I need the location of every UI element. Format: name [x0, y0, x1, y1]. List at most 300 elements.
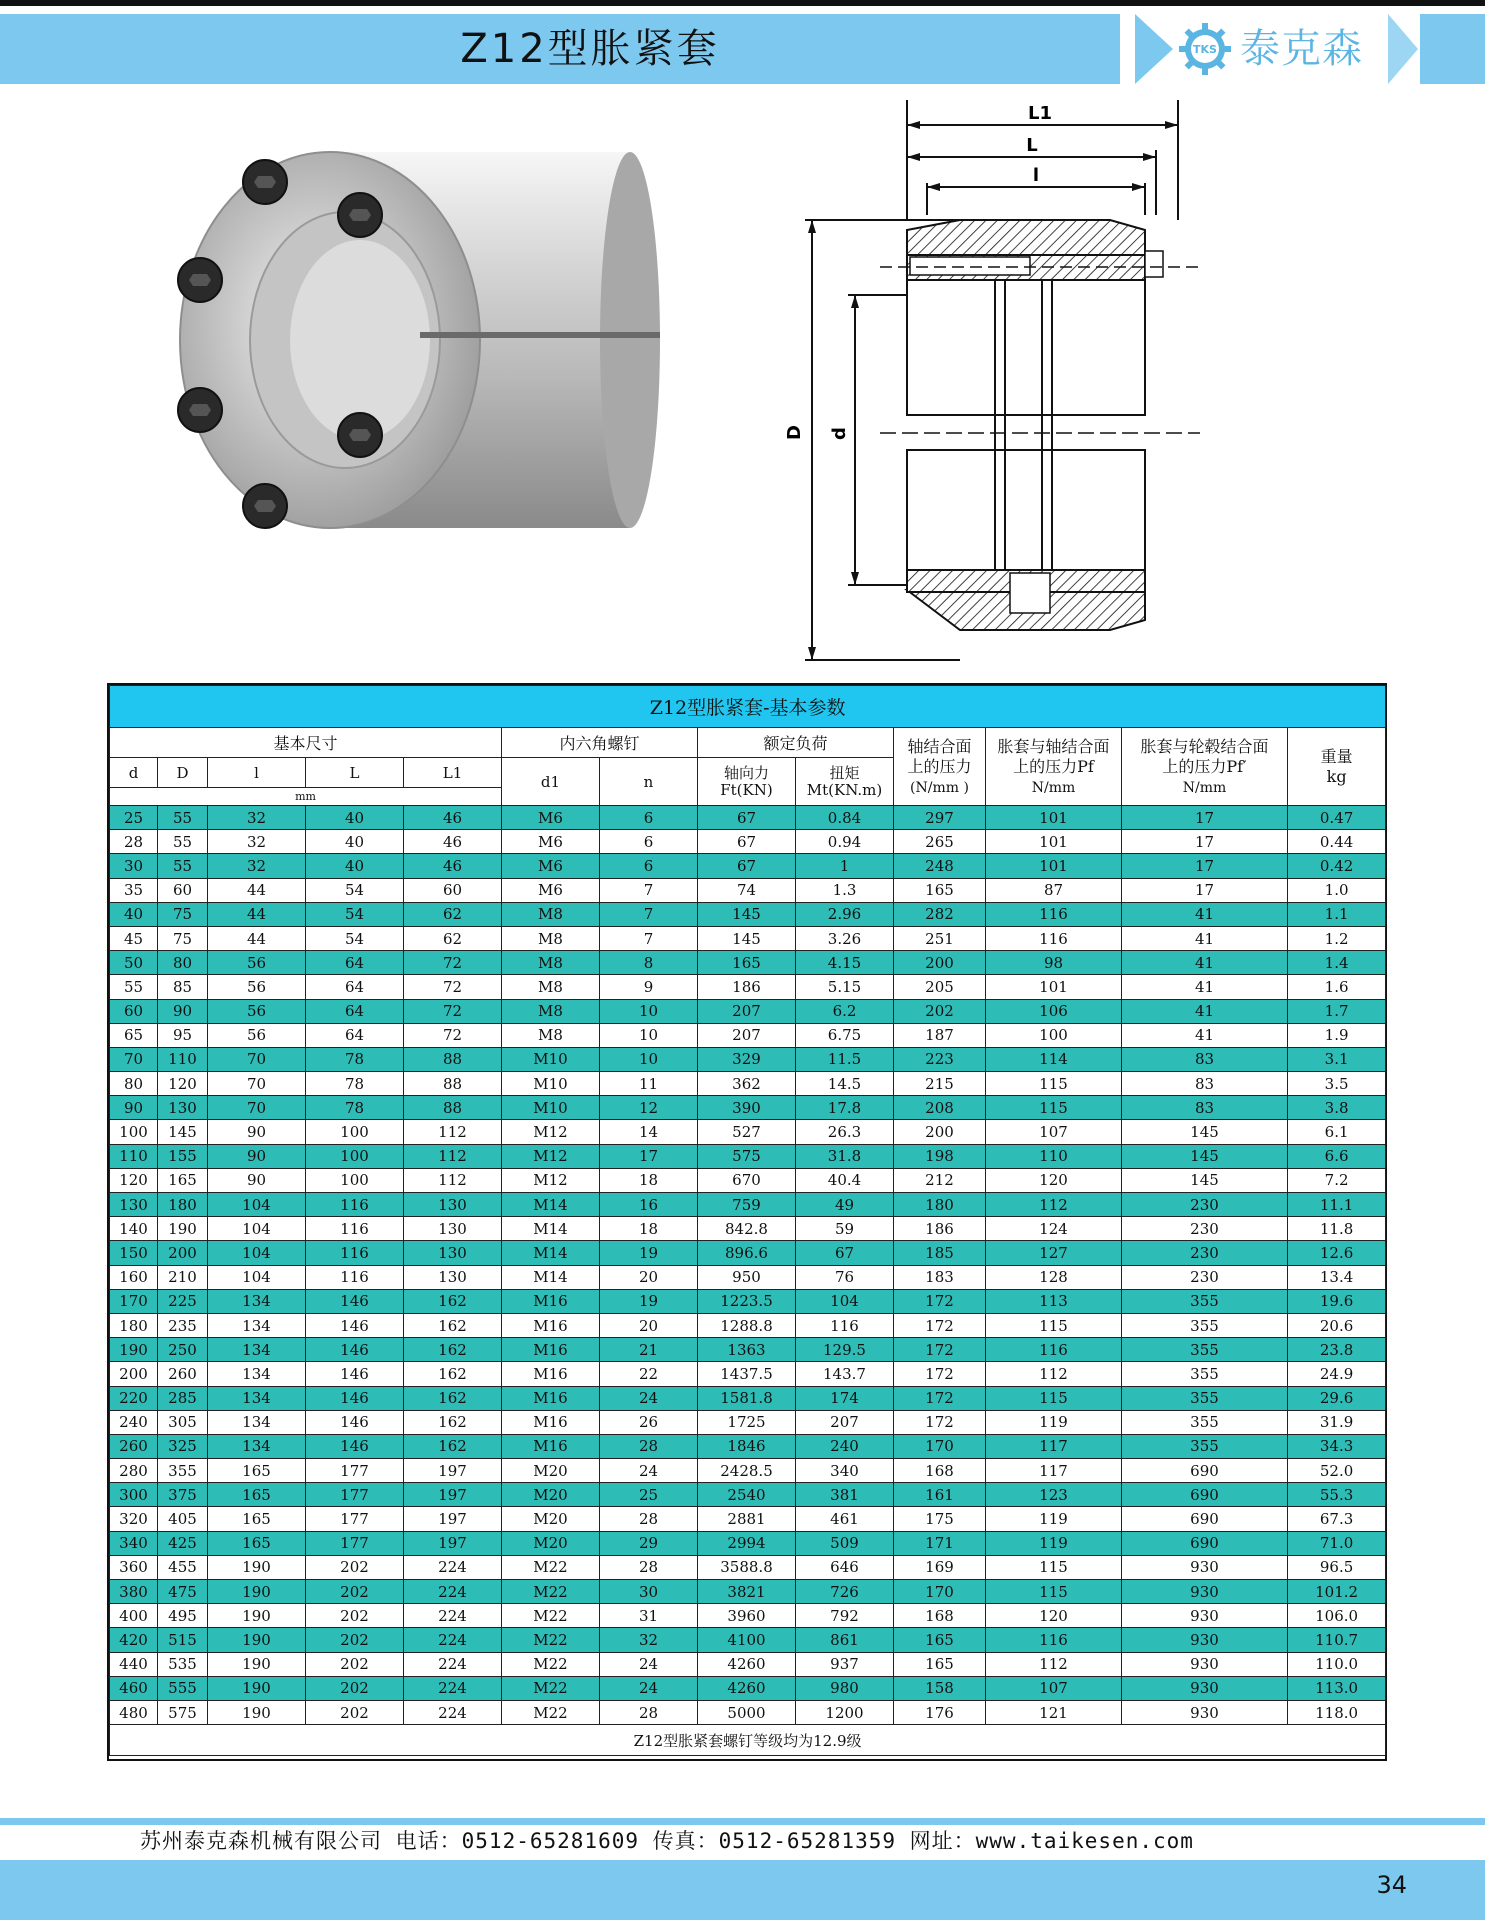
table-cell: 250 — [158, 1338, 208, 1362]
table-cell: 88 — [404, 1047, 502, 1071]
table-cell: 110 — [110, 1144, 158, 1168]
table-cell: 190 — [208, 1628, 306, 1652]
table-cell: 28 — [600, 1434, 698, 1458]
table-row — [110, 1265, 1386, 1289]
table-cell: 130 — [158, 1096, 208, 1120]
table-cell: 930 — [1122, 1555, 1288, 1579]
table-cell: 230 — [1122, 1265, 1288, 1289]
table-cell: 120 — [110, 1168, 158, 1192]
table-cell: 123 — [986, 1483, 1122, 1507]
dim-label-l-upper: L — [1026, 135, 1038, 156]
table-cell: 170 — [110, 1289, 158, 1313]
table-note: Z12型胀紧套螺钉等级均为12.9级 — [110, 1725, 1386, 1756]
table-cell: 40.4 — [796, 1168, 894, 1192]
table-cell: 300 — [110, 1483, 158, 1507]
table-cell: 31 — [600, 1604, 698, 1628]
unit-mm: mm — [110, 788, 502, 806]
table-cell: 6 — [600, 854, 698, 878]
table-cell: M20 — [502, 1531, 600, 1555]
table-cell: 176 — [894, 1700, 986, 1724]
table-cell: 1.3 — [796, 878, 894, 902]
table-cell: 29 — [600, 1531, 698, 1555]
table-cell: 1.0 — [1288, 878, 1386, 902]
table-cell: 71.0 — [1288, 1531, 1386, 1555]
table-cell: 162 — [404, 1410, 502, 1434]
table-cell: 670 — [698, 1168, 796, 1192]
table-cell: 186 — [698, 975, 796, 999]
table-cell: 35 — [110, 878, 158, 902]
table-cell: 104 — [208, 1265, 306, 1289]
chevron-right-shape — [1388, 14, 1418, 84]
table-cell: 509 — [796, 1531, 894, 1555]
table-cell: 85 — [158, 975, 208, 999]
table-cell: 117 — [986, 1434, 1122, 1458]
table-cell: 74 — [698, 878, 796, 902]
table-cell: 208 — [894, 1096, 986, 1120]
table-cell: 80 — [158, 951, 208, 975]
table-row — [110, 1193, 1386, 1217]
group-rated-load: 额定负荷 — [698, 728, 894, 758]
table-cell: 118.0 — [1288, 1700, 1386, 1724]
table-row — [110, 1386, 1386, 1410]
table-row — [110, 926, 1386, 950]
table-cell: M16 — [502, 1289, 600, 1313]
table-cell: 183 — [894, 1265, 986, 1289]
table-cell: 64 — [306, 951, 404, 975]
table-cell: 285 — [158, 1386, 208, 1410]
table-cell: 224 — [404, 1652, 502, 1676]
table-cell: 55 — [158, 806, 208, 830]
table-cell: 3.26 — [796, 926, 894, 950]
table-cell: 197 — [404, 1531, 502, 1555]
table-cell: 6 — [600, 806, 698, 830]
table-cell: 937 — [796, 1652, 894, 1676]
table-cell: 119 — [986, 1507, 1122, 1531]
table-cell: 100 — [306, 1120, 404, 1144]
table-cell: 116 — [986, 902, 1122, 926]
table-cell: 145 — [158, 1120, 208, 1144]
table-cell: 104 — [208, 1241, 306, 1265]
table-cell: 180 — [894, 1193, 986, 1217]
table-cell: 150 — [110, 1241, 158, 1265]
table-cell: 13.4 — [1288, 1265, 1386, 1289]
cross-section-drawing — [760, 95, 1230, 670]
table-cell: 119 — [986, 1531, 1122, 1555]
table-cell: 190 — [208, 1652, 306, 1676]
table-cell: 67 — [698, 806, 796, 830]
group-basic-dimensions: 基本尺寸 — [110, 728, 502, 758]
table-cell: 75 — [158, 926, 208, 950]
table-row — [110, 1531, 1386, 1555]
table-cell: 20.6 — [1288, 1313, 1386, 1337]
table-cell: 95 — [158, 1023, 208, 1047]
table-cell: M12 — [502, 1144, 600, 1168]
page-title: Z12型胀紧套 — [460, 26, 720, 72]
table-row — [110, 806, 1386, 830]
table-cell: 124 — [986, 1217, 1122, 1241]
table-cell: 2994 — [698, 1531, 796, 1555]
table-cell: M22 — [502, 1652, 600, 1676]
table-cell: 0.42 — [1288, 854, 1386, 878]
col-L1: L1 — [404, 758, 502, 788]
table-row — [110, 1362, 1386, 1386]
table-cell: 896.6 — [698, 1241, 796, 1265]
table-cell: 475 — [158, 1580, 208, 1604]
table-cell: 59 — [796, 1217, 894, 1241]
table-cell: 162 — [404, 1362, 502, 1386]
table-cell: 461 — [796, 1507, 894, 1531]
table-cell: M16 — [502, 1434, 600, 1458]
table-cell: 130 — [404, 1265, 502, 1289]
dim-label-l1: L1 — [1028, 103, 1052, 124]
table-cell: M14 — [502, 1217, 600, 1241]
table-cell: 390 — [698, 1096, 796, 1120]
table-cell: 21 — [600, 1338, 698, 1362]
table-cell: 14.5 — [796, 1072, 894, 1096]
table-cell: 200 — [158, 1241, 208, 1265]
table-cell: 96.5 — [1288, 1555, 1386, 1579]
table-row — [110, 1628, 1386, 1652]
table-cell: 41 — [1122, 1023, 1288, 1047]
table-cell: 861 — [796, 1628, 894, 1652]
table-cell: 1 — [796, 854, 894, 878]
parameter-table — [107, 683, 1387, 1761]
table-cell: 128 — [986, 1265, 1122, 1289]
table-cell: 67.3 — [1288, 1507, 1386, 1531]
company-contact: 苏州泰克森机械有限公司 电话：0512-65281609 传真：0512-65281359 网址：www.taikesen.com — [140, 1829, 1194, 1853]
table-cell: 70 — [110, 1047, 158, 1071]
table-cell: 340 — [110, 1531, 158, 1555]
table-cell: 575 — [698, 1144, 796, 1168]
table-cell: 646 — [796, 1555, 894, 1579]
table-cell: 4260 — [698, 1676, 796, 1700]
dim-label-outer-diameter: D — [784, 425, 805, 440]
table-cell: 225 — [158, 1289, 208, 1313]
table-cell: 116 — [796, 1313, 894, 1337]
table-cell: 170 — [894, 1580, 986, 1604]
table-cell: 174 — [796, 1386, 894, 1410]
table-cell: 116 — [986, 926, 1122, 950]
table-cell: 101 — [986, 975, 1122, 999]
footer-rule — [0, 1818, 1485, 1825]
table-cell: 224 — [404, 1555, 502, 1579]
table-cell: 115 — [986, 1096, 1122, 1120]
table-cell: 1725 — [698, 1410, 796, 1434]
table-cell: 165 — [208, 1507, 306, 1531]
table-cell: 205 — [894, 975, 986, 999]
table-cell: 185 — [894, 1241, 986, 1265]
table-cell: 88 — [404, 1072, 502, 1096]
table-cell: 26.3 — [796, 1120, 894, 1144]
col-shaft-contact-pressure: 胀套与轴结合面 上的压力Pf N/mm — [986, 728, 1122, 806]
col-l: l — [208, 758, 306, 788]
table-cell: 4260 — [698, 1652, 796, 1676]
table-cell: 0.84 — [796, 806, 894, 830]
table-cell: 11.1 — [1288, 1193, 1386, 1217]
table-cell: 480 — [110, 1700, 158, 1724]
table-row — [110, 1459, 1386, 1483]
table-cell: 1.9 — [1288, 1023, 1386, 1047]
table-cell: 6 — [600, 830, 698, 854]
table-cell: 4100 — [698, 1628, 796, 1652]
table-row — [110, 878, 1386, 902]
table-cell: 1.7 — [1288, 999, 1386, 1023]
table-cell: 22 — [600, 1362, 698, 1386]
table-cell: 113 — [986, 1289, 1122, 1313]
table-cell: 224 — [404, 1700, 502, 1724]
table-cell: 158 — [894, 1676, 986, 1700]
table-cell: 190 — [158, 1217, 208, 1241]
table-cell: 759 — [698, 1193, 796, 1217]
table-cell: 24 — [600, 1676, 698, 1700]
table-cell: 90 — [208, 1144, 306, 1168]
table-cell: 0.47 — [1288, 806, 1386, 830]
table-cell: 0.44 — [1288, 830, 1386, 854]
table-cell: 7 — [600, 878, 698, 902]
logo-text: 泰克森 — [1240, 26, 1363, 72]
table-cell: 17 — [600, 1144, 698, 1168]
table-cell: 72 — [404, 951, 502, 975]
table-cell: 80 — [110, 1072, 158, 1096]
table-cell: 112 — [404, 1168, 502, 1192]
table-row — [110, 854, 1386, 878]
table-cell: 60 — [110, 999, 158, 1023]
table-cell: 280 — [110, 1459, 158, 1483]
table-cell: 32 — [208, 854, 306, 878]
table-cell: 165 — [158, 1168, 208, 1192]
table-cell: 14 — [600, 1120, 698, 1144]
table-cell: 155 — [158, 1144, 208, 1168]
table-cell: 355 — [1122, 1289, 1288, 1313]
table-cell: 56 — [208, 951, 306, 975]
col-hub-contact-pressure: 胀套与轮毂结合面 上的压力Pf′ N/mm — [1122, 728, 1288, 806]
table-cell: 17 — [1122, 854, 1288, 878]
table-cell: 129.5 — [796, 1338, 894, 1362]
table-cell: 230 — [1122, 1193, 1288, 1217]
table-cell: M22 — [502, 1628, 600, 1652]
table-cell: 420 — [110, 1628, 158, 1652]
table-cell: 115 — [986, 1072, 1122, 1096]
table-cell: 41 — [1122, 926, 1288, 950]
table-cell: 842.8 — [698, 1217, 796, 1241]
table-cell: 202 — [306, 1652, 404, 1676]
table-cell: 64 — [306, 999, 404, 1023]
table-cell: 70 — [208, 1096, 306, 1120]
table-cell: 190 — [110, 1338, 158, 1362]
table-cell: 360 — [110, 1555, 158, 1579]
table-cell: 134 — [208, 1338, 306, 1362]
table-row — [110, 1652, 1386, 1676]
table-cell: M10 — [502, 1072, 600, 1096]
table-cell: 325 — [158, 1434, 208, 1458]
table-cell: 46 — [404, 854, 502, 878]
table-cell: 83 — [1122, 1096, 1288, 1120]
table-row — [110, 975, 1386, 999]
table-cell: 78 — [306, 1096, 404, 1120]
table-cell: 29.6 — [1288, 1386, 1386, 1410]
table-cell: 134 — [208, 1386, 306, 1410]
table-cell: 6.6 — [1288, 1144, 1386, 1168]
table-cell: 202 — [306, 1555, 404, 1579]
table-cell: 160 — [110, 1265, 158, 1289]
table-cell: 355 — [1122, 1434, 1288, 1458]
table-cell: 555 — [158, 1676, 208, 1700]
table-cell: 930 — [1122, 1604, 1288, 1628]
product-illustration — [170, 130, 690, 550]
table-cell: 114 — [986, 1047, 1122, 1071]
table-row — [110, 1313, 1386, 1337]
table-cell: 202 — [306, 1628, 404, 1652]
table-cell: 200 — [894, 951, 986, 975]
table-cell: 190 — [208, 1676, 306, 1700]
table-cell: 207 — [698, 1023, 796, 1047]
table-cell: 112 — [404, 1144, 502, 1168]
table-cell: M22 — [502, 1604, 600, 1628]
table-cell: 134 — [208, 1410, 306, 1434]
table-cell: 190 — [208, 1555, 306, 1579]
table-cell: 18 — [600, 1217, 698, 1241]
table-cell: 115 — [986, 1580, 1122, 1604]
table-cell: 107 — [986, 1676, 1122, 1700]
table-cell: 3588.8 — [698, 1555, 796, 1579]
col-d1: d1 — [502, 758, 600, 806]
table-cell: 145 — [698, 902, 796, 926]
table-cell: 5.15 — [796, 975, 894, 999]
table-cell: M22 — [502, 1700, 600, 1724]
table-row — [110, 1676, 1386, 1700]
table-cell: 106.0 — [1288, 1604, 1386, 1628]
table-cell: M8 — [502, 926, 600, 950]
table-cell: 1288.8 — [698, 1313, 796, 1337]
table-row — [110, 1289, 1386, 1313]
table-cell: 6.2 — [796, 999, 894, 1023]
table-cell: 65 — [110, 1023, 158, 1047]
table-cell: 64 — [306, 1023, 404, 1047]
table-cell: 9 — [600, 975, 698, 999]
table-cell: 19 — [600, 1289, 698, 1313]
table-cell: 177 — [306, 1459, 404, 1483]
table-cell: 690 — [1122, 1531, 1288, 1555]
table-cell: 210 — [158, 1265, 208, 1289]
table-cell: 101.2 — [1288, 1580, 1386, 1604]
table-cell: 17 — [1122, 878, 1288, 902]
table-cell: 1.2 — [1288, 926, 1386, 950]
table-cell: 165 — [894, 1628, 986, 1652]
table-row — [110, 1144, 1386, 1168]
table-cell: 70 — [208, 1072, 306, 1096]
table-cell: 187 — [894, 1023, 986, 1047]
table-cell: 115 — [986, 1313, 1122, 1337]
table-cell: 110.0 — [1288, 1652, 1386, 1676]
table-cell: 41 — [1122, 951, 1288, 975]
table-cell: M8 — [502, 951, 600, 975]
table-cell: 28 — [600, 1507, 698, 1531]
group-screw: 内六角螺钉 — [502, 728, 698, 758]
table-cell: 87 — [986, 878, 1122, 902]
table-cell: 3.5 — [1288, 1072, 1386, 1096]
table-cell: 251 — [894, 926, 986, 950]
col-torque: 扭矩 Mt(KN.m) — [796, 758, 894, 806]
table-cell: M12 — [502, 1168, 600, 1192]
table-cell: 70 — [208, 1047, 306, 1071]
table-cell: 355 — [1122, 1362, 1288, 1386]
table-cell: 162 — [404, 1434, 502, 1458]
table-cell: 200 — [110, 1362, 158, 1386]
table-cell: 28 — [110, 830, 158, 854]
table-cell: 175 — [894, 1507, 986, 1531]
table-cell: 177 — [306, 1531, 404, 1555]
table-cell: 54 — [306, 878, 404, 902]
table-cell: 165 — [208, 1459, 306, 1483]
table-cell: 19 — [600, 1241, 698, 1265]
table-cell: 355 — [1122, 1386, 1288, 1410]
table-cell: M12 — [502, 1120, 600, 1144]
table-row — [110, 1047, 1386, 1071]
table-cell: 145 — [1122, 1168, 1288, 1192]
table-cell: 355 — [158, 1459, 208, 1483]
table-cell: 40 — [110, 902, 158, 926]
table-cell: 145 — [1122, 1144, 1288, 1168]
table-cell: 18 — [600, 1168, 698, 1192]
table-cell: 115 — [986, 1555, 1122, 1579]
table-cell: M6 — [502, 854, 600, 878]
table-cell: 104 — [796, 1289, 894, 1313]
table-cell: 260 — [110, 1434, 158, 1458]
table-cell: 55 — [158, 830, 208, 854]
table-cell: 100 — [986, 1023, 1122, 1047]
table-cell: 260 — [158, 1362, 208, 1386]
table-cell: 440 — [110, 1652, 158, 1676]
table-cell: 165 — [208, 1483, 306, 1507]
table-cell: 930 — [1122, 1652, 1288, 1676]
table-cell: 7 — [600, 926, 698, 950]
table-cell: 41 — [1122, 975, 1288, 999]
table-row — [110, 1434, 1386, 1458]
table-cell: 72 — [404, 1023, 502, 1047]
table-cell: 224 — [404, 1580, 502, 1604]
dim-label-l-lower: l — [1032, 165, 1040, 186]
table-cell: 134 — [208, 1313, 306, 1337]
table-cell: 224 — [404, 1604, 502, 1628]
table-cell: 7 — [600, 902, 698, 926]
table-cell: 5000 — [698, 1700, 796, 1724]
table-cell: 56 — [208, 999, 306, 1023]
table-cell: 44 — [208, 926, 306, 950]
table-cell: 116 — [306, 1193, 404, 1217]
table-cell: 180 — [158, 1193, 208, 1217]
table-cell: 1581.8 — [698, 1386, 796, 1410]
table-cell: 170 — [894, 1434, 986, 1458]
table-cell: 197 — [404, 1483, 502, 1507]
table-row — [110, 1096, 1386, 1120]
table-cell: 28 — [600, 1555, 698, 1579]
table-cell: 146 — [306, 1434, 404, 1458]
table-row — [110, 1483, 1386, 1507]
table-cell: 31.8 — [796, 1144, 894, 1168]
table-cell: 100 — [306, 1144, 404, 1168]
table-cell: 202 — [306, 1676, 404, 1700]
table-cell: 130 — [404, 1241, 502, 1265]
table-cell: 107 — [986, 1120, 1122, 1144]
table-cell: M20 — [502, 1459, 600, 1483]
table-cell: M6 — [502, 806, 600, 830]
dim-label-bore-diameter: d — [829, 427, 850, 440]
table-cell: 104 — [208, 1193, 306, 1217]
table-cell: 10 — [600, 1023, 698, 1047]
table-cell: 1.1 — [1288, 902, 1386, 926]
table-cell: 950 — [698, 1265, 796, 1289]
table-cell: 690 — [1122, 1459, 1288, 1483]
